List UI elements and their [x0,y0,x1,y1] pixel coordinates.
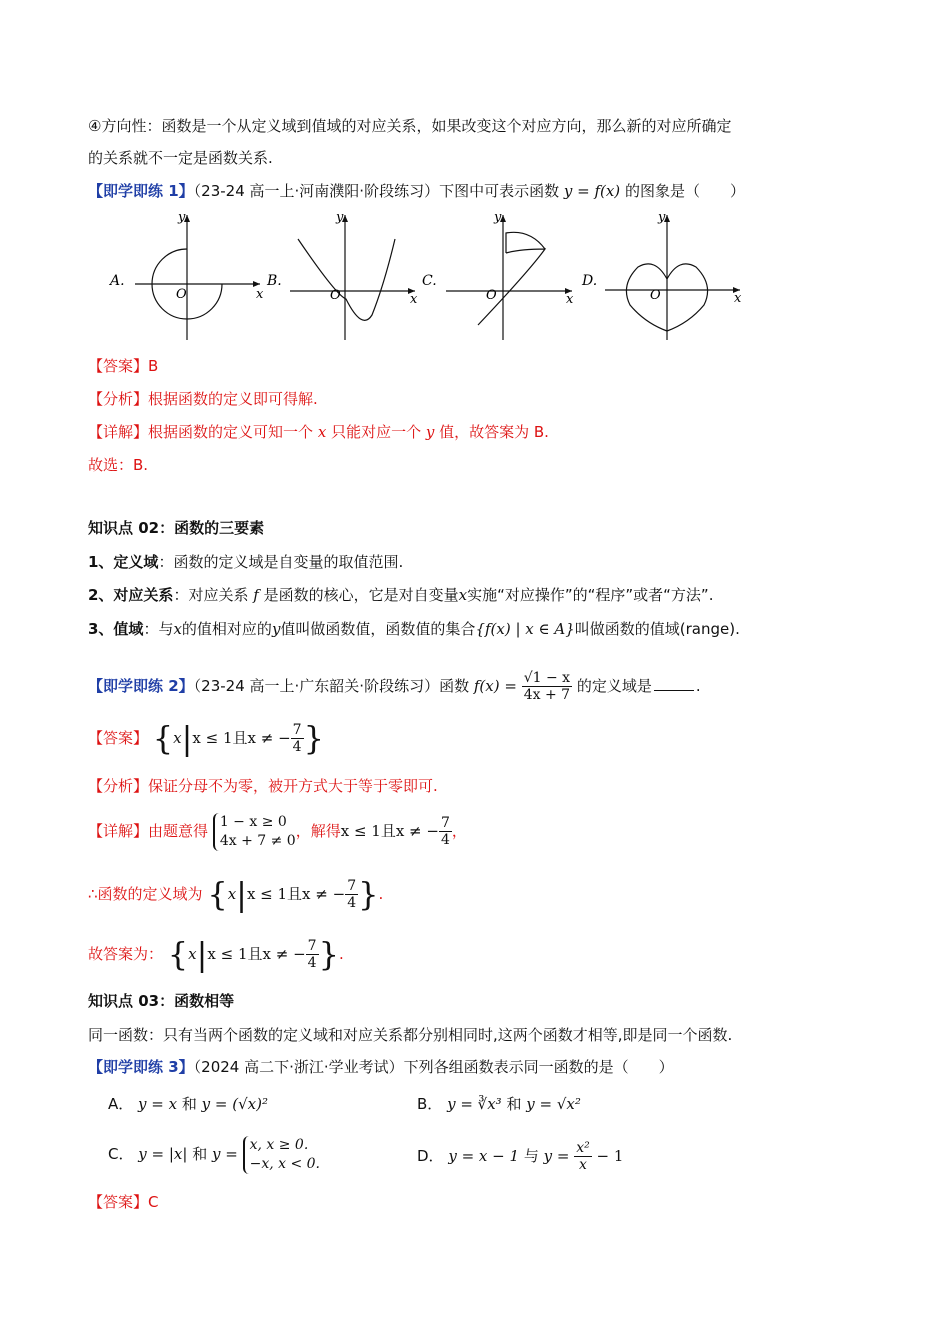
svg-text:O: O [330,288,341,303]
exercise-1-formula: y = f(x) [563,182,621,200]
svg-text:y: y [494,210,502,225]
option-c-label: C. [422,273,437,289]
svg-text:y: y [336,210,344,225]
option-a-label: A. [110,273,125,289]
kp2-item-2: 2、对应关系：对应关系 f 是函数的核心，它是对自变量x实施“对应操作”的“程序”或者“方法”. [88,586,714,604]
exercise-1-tail: 的图象是（ ） [624,182,745,200]
exercise-3-question: 【即学即练 3】（2024 高二下·浙江·学业考试）下列各组函数表示同一函数的是（ ） [88,1058,674,1076]
exercise-2-detail: 【详解】由题意得 1 − x ≥ 0 4x + 7 ≠ 0，解得x ≤ 1且x ≠ − $\frac{7}{4}$ ， [88,813,467,849]
exercise-3-option-d: D． y = x − 1 与 y = $\frac{\text{x²}}{x}$ − 1 [417,1140,624,1173]
option-b-label: B. [267,273,282,289]
svg-text:y: y [178,210,186,225]
kp3-text: 同一函数：只有当两个函数的定义域和对应关系都分别相同时,这两个函数才相等,即是同一个函数. [88,1026,733,1044]
exercise-1-text: （23-24 高一上·河南濮阳·阶段练习）下图中可表示函数 [193,182,560,200]
kp2-item-1: 1、定义域：函数的定义域是自变量的取值范围. [88,553,404,571]
exercise-1-answer: 【答案】B [88,357,159,375]
exercise-2-answer: 【答案】 {x|x ≤ 1且x ≠ − $\frac{7}{4}$ } [88,719,324,758]
svg-text:O: O [650,288,661,303]
exercise-1-graphs [100,205,750,345]
exercise-1-detail: 【详解】根据函数的定义可知一个 x 只能对应一个 y 值，故答案为 B. [88,423,549,441]
exercise-2-system: 1 − x ≥ 0 4x + 7 ≠ 0 [213,813,296,851]
exercise-1-analysis: 【分析】根据函数的定义即可得解. [88,390,318,408]
exercise-2-question: 【即学即练 2】（23-24 高一上·广东韶关·阶段练习）函数 f(x) = $\frac{√1 - x}{4x + 7}$ 的定义域是 . [88,670,701,703]
svg-text:O: O [176,287,187,302]
exercise-1-tag: 【即学即练 1】 [88,182,194,200]
svg-text:x: x [566,292,574,307]
option-b-curve [298,239,395,320]
intro-line-1: ④方向性：函数是一个从定义域到值域的对应关系，如果改变这个对应方向，那么新的对应所确定 [88,117,732,135]
option-d-label: D. [582,273,598,289]
exercise-3-option-c: C． y = |x| 和 y = x, x ≥ 0. −x, x < 0. [108,1136,321,1172]
kp3-title: 知识点 03：函数相等 [88,992,235,1010]
exercise-2-conclusion: 故答案为： {x|x ≤ 1且x ≠ − $\frac{7}{4}$ }. [88,935,344,974]
answer-blank [654,690,694,691]
exercise-2-therefore: ∴函数的定义域为 {x|x ≤ 1且x ≠ − $\frac{7}{4}$ }. [88,875,384,914]
svg-text:x: x [734,291,742,306]
exercise-1-question [88,181,745,201]
exercise-3-option-b: B． y = ∛x³ 和 y = √x² [417,1095,581,1113]
exercise-3-option-a: A． y = x 和 y = (√x)² [108,1095,268,1113]
exercise-2-analysis: 【分析】保证分母不为零，被开方式大于等于零即可. [88,777,438,795]
svg-text:O: O [486,288,497,303]
svg-text:x: x [410,292,418,307]
svg-text:x: x [256,287,264,302]
exercise-3-answer: 【答案】C [88,1193,159,1211]
intro-line-2: 的关系就不一定是函数关系. [88,149,273,167]
option-c-curve [478,232,545,325]
kp2-title: 知识点 02：函数的三要素 [88,519,265,537]
svg-text:y: y [658,210,666,225]
kp2-item-3: 3、值域：与x的值相对应的y值叫做函数值，函数值的集合{f(x) | x ∈ A}叫做函数的值域(range). [88,620,740,638]
exercise-1-conclusion: 故选：B. [88,456,149,474]
exercise-2-fraction: $\frac{√1 - x}{4x + 7}$ [523,670,571,703]
